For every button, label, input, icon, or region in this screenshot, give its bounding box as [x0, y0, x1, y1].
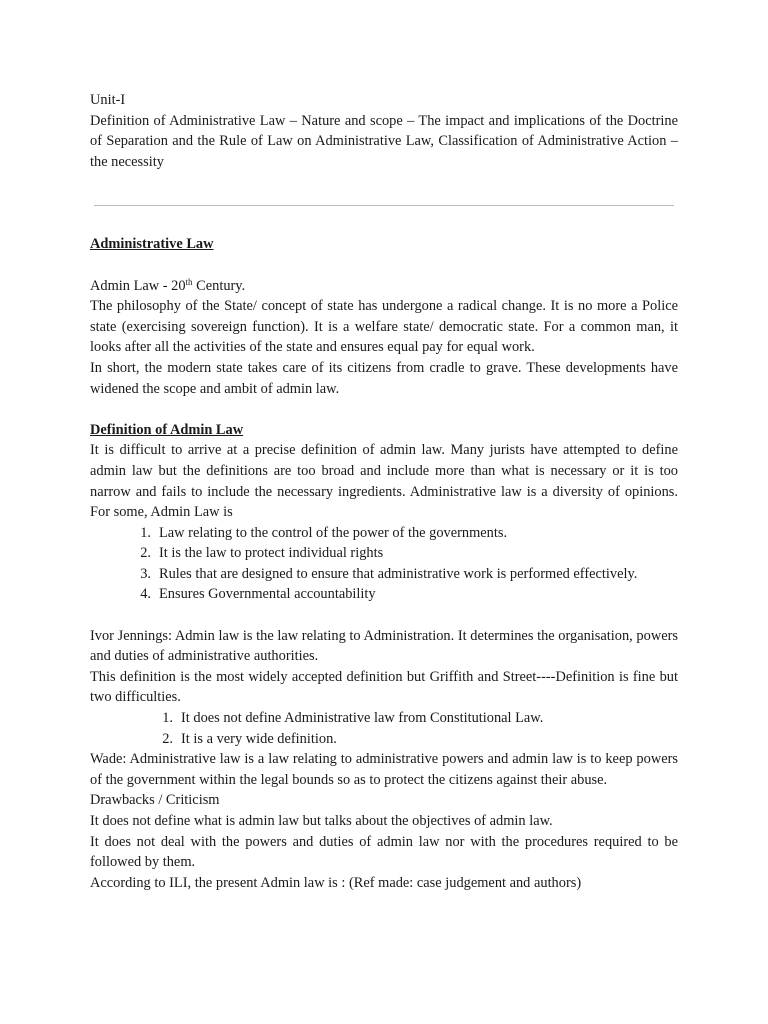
list-item — [91, 523, 678, 544]
list-text: Law relating to the control of the power of the governments. — [159, 524, 508, 541]
era-superscript: th — [185, 276, 193, 287]
paragraph-philosophy: The philosophy of the State/ concept of state has undergone a radical change. It is no more a Police state (exercising sovereign function). It is a welfare state/ democratic state. For a common man, it looks after all the activities of the state and ensures equal pay for equal work. — [90, 298, 678, 356]
list-text: It does not define Administrative law from Constitutional Law. — [181, 710, 544, 727]
list-number: 4. — [140, 586, 151, 603]
era-prefix: Admin Law - 20 — [90, 277, 186, 294]
paragraph-wade: Wade: Administrative law is a law relating to administrative powers and admin law is to keep powers of the government within the legal bounds so as to protect the citizens against their abuse. — [90, 751, 678, 788]
admin-law-list — [90, 523, 678, 605]
unit-description: Definition of Administrative Law – Nature and scope – The impact and implications of the Doctrine of Separation and the Rule of Law on Administrative Law, Classification of Administrative Action – the necessity — [90, 112, 678, 170]
list-item — [90, 729, 678, 750]
paragraph-cradle-to-grave: In short, the modern state takes care of its citizens from cradle to grave. These developments have widened the scope and ambit of admin law. — [90, 359, 678, 397]
difficulties-list — [90, 708, 678, 749]
list-number: 1. — [140, 524, 151, 541]
paragraph-ili: According to ILI, the present Admin law is : (Ref made: case judgement and authors) — [90, 874, 582, 891]
horizontal-divider — [94, 205, 674, 206]
list-text: Rules that are designed to ensure that administrative work is performed effectively. — [159, 565, 638, 582]
list-number: 2. — [140, 545, 151, 562]
list-text: It is a very wide definition. — [181, 730, 337, 747]
list-text: Ensures Governmental accountability — [159, 586, 376, 603]
document-page — [90, 90, 678, 893]
drawbacks-heading: Drawbacks / Criticism — [90, 792, 220, 809]
spacer — [90, 399, 678, 420]
era-line — [90, 276, 678, 297]
paragraph-definition-intro: It is difficult to arrive at a precise definition of admin law. Many jurists have attempted to define admin law but the definitions are too broad and include more than what is necessary or it is too narrow and fails to include the necessary ingredients. Administrative law is a diversity of opinions. For some, Admin Law is — [90, 442, 678, 521]
list-item — [91, 584, 678, 605]
section-heading-definition: Definition of Admin Law — [90, 421, 244, 438]
list-number: 2. — [162, 730, 173, 747]
unit-title: Unit-I — [90, 92, 126, 108]
paragraph-drawback-2: It does not deal with the powers and duties of admin law nor with the procedures required to be followed by them. — [90, 833, 678, 871]
list-item — [91, 543, 678, 564]
section-heading-administrative-law: Administrative Law — [90, 236, 214, 253]
list-number: 3. — [140, 565, 151, 582]
list-item — [90, 708, 678, 729]
spacer — [90, 255, 678, 276]
list-item — [91, 564, 678, 585]
paragraph-griffith-street: This definition is the most widely accepted definition but Griffith and Street----Definition is fine but two difficulties. — [90, 668, 678, 706]
paragraph-ivor-jennings: Ivor Jennings: Admin law is the law relating to Administration. It determines the organisation, powers and duties of administrative authorities. — [90, 627, 678, 665]
list-number: 1. — [162, 710, 173, 727]
spacer — [90, 605, 678, 626]
era-suffix: Century. — [192, 277, 246, 294]
list-text: It is the law to protect individual rights — [159, 545, 384, 562]
paragraph-drawback-1: It does not define what is admin law but talks about the objectives of admin law. — [90, 813, 553, 829]
